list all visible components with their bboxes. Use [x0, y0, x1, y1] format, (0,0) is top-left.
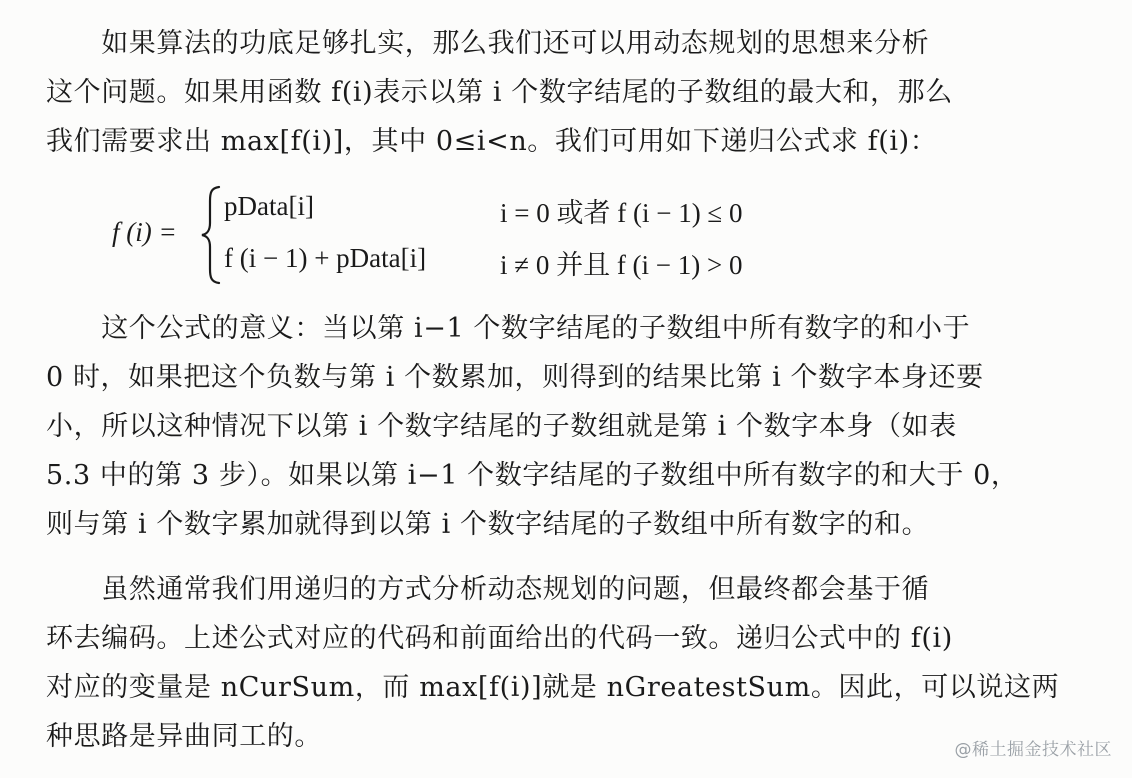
text-line: 我们需要求出 max[f(i)]，其中 0≤i<n。我们可用如下递归公式求 f(i)：: [46, 126, 938, 157]
text-line: 对应的变量是 nCurSum，而 max[f(i)]就是 nGreatestSum。因此，可以说这两: [46, 672, 1060, 703]
text-line: 虽然通常我们用递归的方式分析动态规划的问题，但最终都会基于循: [46, 574, 930, 605]
text-line: 这个公式的意义：当以第 i−1 个数字结尾的子数组中所有数字的和小于: [46, 313, 971, 344]
text-line: 5.3 中的第 3 步）。如果以第 i−1 个数字结尾的子数组中所有数字的和大于 0，: [46, 460, 1019, 491]
formula-case2-expression: f (i − 1) + pData[i]: [224, 243, 427, 273]
text-line: 则与第 i 个数字累加就得到以第 i 个数字结尾的子数组中所有数字的和。: [46, 509, 930, 540]
formula-case2-condition: i ≠ 0 并且 f (i − 1) > 0: [500, 250, 743, 280]
formula-case1-condition: i = 0 或者 f (i − 1) ≤ 0: [500, 198, 743, 228]
text-line: 如果算法的功底足够扎实，那么我们还可以用动态规划的思想来分析: [46, 28, 930, 59]
paragraph-conclusion: [46, 565, 1102, 761]
paragraph-dp-intro: [46, 19, 1102, 166]
watermark: @稀土掘金技术社区: [954, 740, 1112, 760]
paragraph-formula-meaning: [46, 304, 1102, 549]
text-line: 环去编码。上述公式对应的代码和前面给出的代码一致。递归公式中的 f(i): [46, 623, 953, 654]
left-brace-icon: [200, 185, 222, 285]
formula-case1-expression: pData[i]: [224, 191, 314, 221]
text-line: 这个问题。如果用函数 f(i)表示以第 i 个数字结尾的子数组的最大和，那么: [46, 77, 953, 108]
text-line: 小，所以这种情况下以第 i 个数字结尾的子数组就是第 i 个数字本身（如表: [46, 411, 957, 442]
formula-lhs: f (i) =: [112, 217, 177, 247]
text-line: 0 时，如果把这个负数与第 i 个数累加，则得到的结果比第 i 个数字本身还要: [46, 362, 984, 393]
text-line: 种思路是异曲同工的。: [46, 721, 322, 752]
